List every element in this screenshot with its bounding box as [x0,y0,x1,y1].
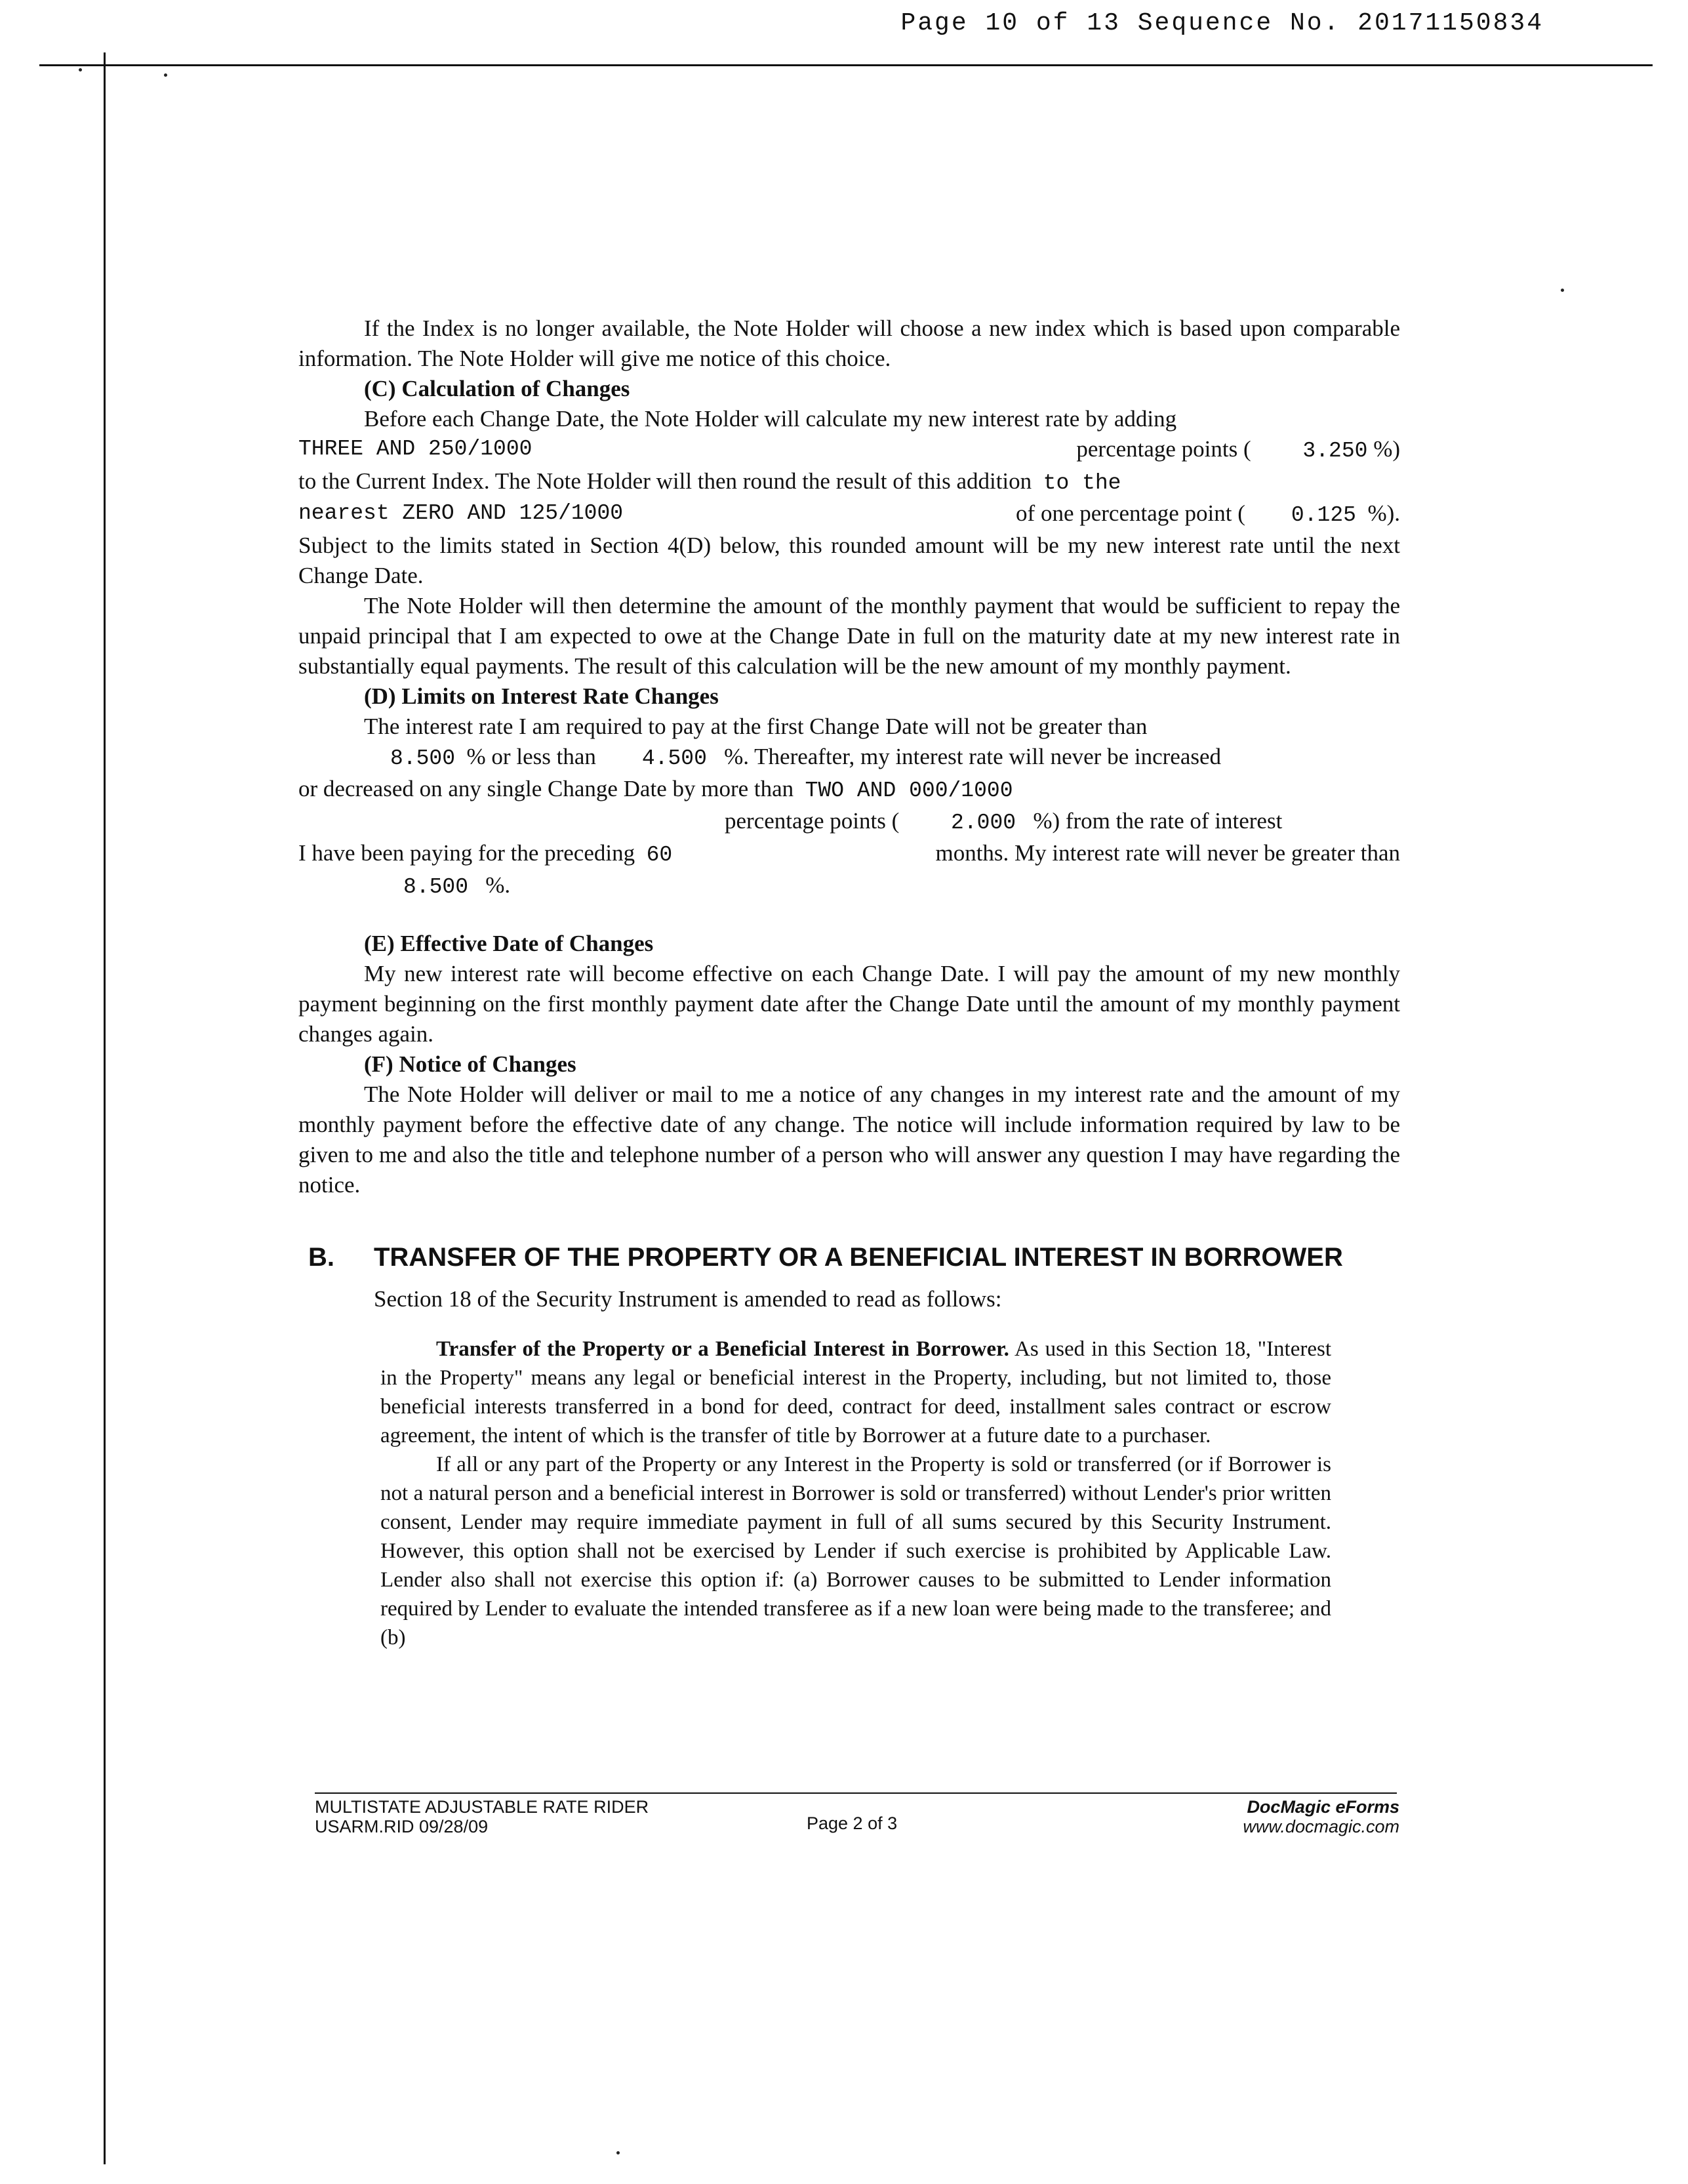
footer-form-name: MULTISTATE ADJUSTABLE RATE RIDER [315,1797,649,1817]
section-d-heading: (D) Limits on Interest Rate Changes [364,683,719,709]
footer-form-info [315,1797,649,1836]
min-first-rate: 4.500 [641,746,707,771]
section-e-heading: (E) Effective Date of Changes [364,931,654,956]
footer-page-number: Page 2 of 3 [807,1813,898,1833]
section-f-text: The Note Holder will deliver or mail to me a notice of any changes in my interest rate and the amount of my monthly payment before the effective date of any change. The notice will include information required by law to be given to me and also the title and telephone number of a person who will answer any question I may have regarding the notice. [298,1082,1400,1198]
left-margin-rule [104,52,106,2164]
periodic-cap-pct: 2.000 [951,811,1016,835]
margin-words: THREE AND 250/1000 [298,437,533,461]
section-c-payment-paragraph: The Note Holder will then determine the amount of the monthly payment that would be sufficient to repay the unpaid principal that I am expected to owe at the Change Date in full on the maturity date at my new interest rate in substantially equal payments. The result of this calculation will be the new amount of my monthly payment. [298,593,1400,679]
rounding-line [298,498,1400,531]
section-c-heading: (C) Calculation of Changes [364,376,630,401]
section-c-rest: Subject to the limits stated in Section 4(D) below, this rounded amount will be my new interest rate until the next Change Date. [298,533,1400,588]
quote-paragraph-1: Transfer of the Property or a Beneficial Interest in Borrower. As used in this Section 18, "Interest in the Property" means any legal or beneficial interest in the Property, including, but not limited to, those beneficial interests transferred in a bond for deed, contract for deed, installment sales contract or escrow agreement, the intent of which is the transfer of title by Borrower at a future date to a purchaser. [380,1337,1332,1447]
scan-speck [164,73,167,77]
margin-points: percentage points ( 3.250 %) [1076,436,1400,463]
scan-speck [616,2151,620,2154]
first-change-limits: 8.500 % or less than 4.500 %. Thereafter, my interest rate will never be increased [390,744,1222,771]
periodic-cap-words: TWO AND 000/1000 [805,779,1013,803]
index-paragraph: If the Index is no longer available, the Note Holder will choose a new index which is based upon comparable information. The Note Holder will give me notice of this choice. [298,315,1400,371]
footer-brand-logo: DocMagic eForms [1247,1797,1399,1817]
lifetime-cap-line: 8.500 %. [403,872,511,899]
footer-url: www.docmagic.com [1243,1817,1399,1836]
margin-pct: 3.250 [1302,439,1368,463]
section-b-intro: Section 18 of the Security Instrument is amended to read as follows: [374,1286,1002,1312]
margin-line [298,434,1400,466]
quote-paragraph-2: If all or any part of the Property or any Interest in the Property is sold or transferred (or if Borrower is not a natural person and a beneficial interest in Borrower is sold or transferred) without Lender's prior written consent, Lender may require immediate payment in full of all sums secured by this Security Instrument. However, this option shall not be exercised by Lender if such exercise is prohibited by Applicable Law. Lender also shall not exercise this option if: (a) Borrower causes to be submitted to Lender information required by Lender to evaluate the intended transferee as if a new loan were being made to the transferee; and (b) [380,1453,1331,1649]
section-b-title: TRANSFER OF THE PROPERTY OR A BENEFICIAL INTEREST IN BORROWER [374,1243,1343,1272]
periodic-cap-line: or decreased on any single Change Date by more than TWO AND 000/1000 [298,776,1013,803]
footer-form-code: USARM.RID 09/28/09 [315,1817,489,1836]
section-c-line1: Before each Change Date, the Note Holder will calculate my new interest rate by adding [364,406,1177,432]
section-b-letter: B. [308,1243,334,1272]
section-b-heading [308,1243,1343,1272]
section-e-text: My new interest rate will become effective on each Change Date. I will pay the amount of my new monthly payment beginning on the first monthly payment date after the Change Date until the amount of my monthly payment changes again. [298,961,1400,1047]
rate-sections [298,313,1400,1200]
rounding-words: nearest ZERO AND 125/1000 [298,501,624,525]
max-first-rate: 8.500 [390,746,456,771]
scan-speck [1561,289,1564,292]
months-count: 60 [646,843,673,867]
lifetime-max-rate: 8.500 [403,875,469,899]
preceding-months-line: I have been paying for the preceding 60 months. My interest rate will never be greater than [298,840,1400,867]
scan-speck [79,68,82,71]
quote-title: Transfer of the Property or a Beneficial Interest in Borrower. [436,1337,1009,1361]
footer-rule [315,1792,1397,1794]
periodic-cap-pct-line: percentage points ( 2.000 %) from the rate of interest [725,808,1283,835]
rounding-points: of one percentage point ( 0.125 %). [1016,500,1400,527]
to-the: to the [1043,471,1121,495]
top-rule [39,64,1653,66]
section-b-quote [380,1335,1331,1652]
rounding-pct: 0.125 [1291,503,1356,527]
round-line: to the Current Index. The Note Holder will then round the result of this addition to the [298,468,1121,495]
fax-header: Page 10 of 13 Sequence No. 20171150834 [900,9,1544,37]
footer-brand-block [1243,1797,1399,1836]
section-d-line1: The interest rate I am required to pay at the first Change Date will not be greater than [364,714,1148,739]
section-f-heading: (F) Notice of Changes [364,1051,576,1077]
